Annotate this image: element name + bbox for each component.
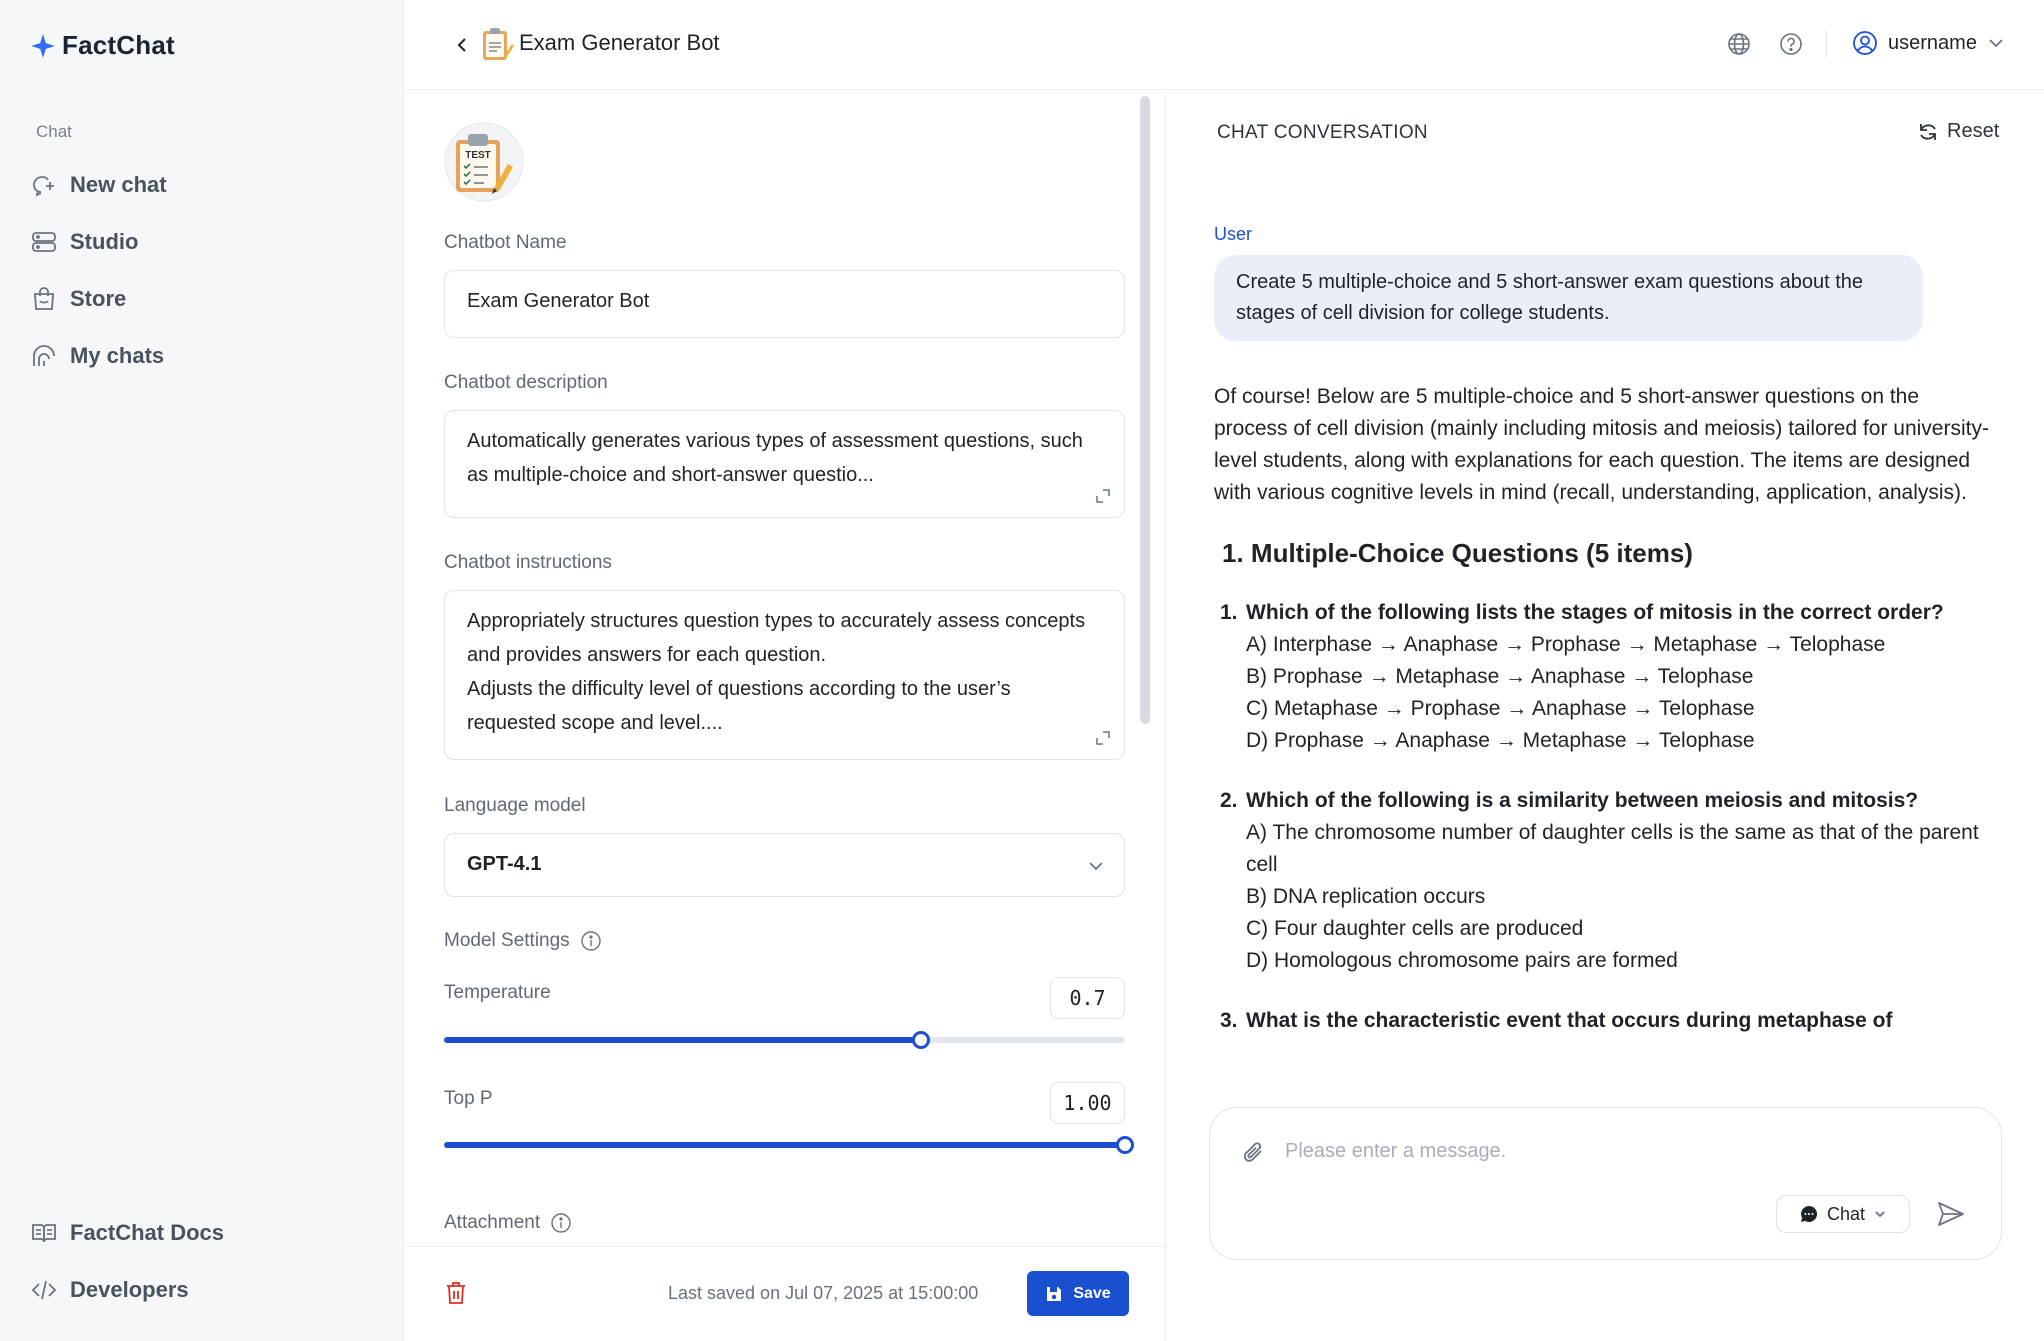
model-settings-label bbox=[444, 930, 602, 952]
chat-mode-select[interactable] bbox=[1776, 1195, 1910, 1233]
reset-button[interactable] bbox=[1917, 120, 1999, 143]
assistant-section-heading: 1. Multiple-Choice Questions (5 items) bbox=[1222, 538, 1693, 568]
code-icon bbox=[30, 1276, 58, 1304]
message-input[interactable] bbox=[1285, 1140, 1935, 1163]
expand-icon[interactable] bbox=[1094, 487, 1112, 505]
top-p-slider[interactable] bbox=[444, 1142, 1125, 1148]
user-role-label: User bbox=[1214, 224, 1253, 244]
chat-bubble-icon bbox=[1799, 1204, 1819, 1224]
chevron-down-icon bbox=[1873, 1207, 1887, 1221]
chevron-down-icon bbox=[1987, 34, 2005, 52]
question-title: Which of the following lists the stages of mitosis in the correct order? bbox=[1246, 601, 1944, 624]
sidebar-item-store[interactable] bbox=[30, 270, 370, 327]
user-message: Create 5 multiple-choice and 5 short-answer exam questions about the stages of cell division for college students. bbox=[1214, 255, 1923, 341]
question-number: 1. bbox=[1220, 601, 1238, 624]
brand-name: FactChat bbox=[62, 30, 175, 60]
sidebar-item-label: Store bbox=[70, 285, 127, 311]
question-item bbox=[1214, 785, 1994, 977]
question-title: What is the characteristic event that occurs during metaphase of bbox=[1246, 1009, 1893, 1032]
question-option: D) Homologous chromosome pairs are formed bbox=[1246, 949, 1678, 972]
refresh-icon bbox=[1917, 121, 1939, 143]
language-model-label: Language model bbox=[444, 795, 586, 816]
expand-icon[interactable] bbox=[1094, 729, 1112, 747]
column-divider bbox=[1165, 91, 1166, 1341]
top-p-slider-thumb[interactable] bbox=[1116, 1136, 1134, 1154]
message-composer bbox=[1209, 1107, 2002, 1260]
avatar-test-text: TEST bbox=[465, 150, 491, 161]
chat-mode-label: Chat bbox=[1826, 1203, 1866, 1224]
logo[interactable] bbox=[30, 30, 175, 61]
temperature-value-input[interactable]: 0.7 bbox=[1050, 977, 1125, 1019]
attachment-text: Attachment bbox=[444, 1212, 541, 1233]
attachment-label bbox=[444, 1212, 572, 1234]
bot-avatar[interactable] bbox=[444, 122, 524, 202]
sidebar-item-label: Studio bbox=[70, 228, 139, 254]
question-item bbox=[1214, 597, 1994, 757]
language-model-select[interactable] bbox=[444, 833, 1125, 897]
chatbot-instructions-label: Chatbot instructions bbox=[444, 552, 612, 573]
temperature-slider-thumb[interactable] bbox=[912, 1031, 930, 1049]
chat-panel-title: CHAT CONVERSATION bbox=[1217, 122, 1428, 143]
top-p-label: Top P bbox=[444, 1088, 493, 1109]
help-icon[interactable] bbox=[1777, 30, 1805, 58]
model-settings-text: Model Settings bbox=[444, 930, 570, 951]
globe-icon[interactable] bbox=[1725, 30, 1753, 58]
docs-icon bbox=[30, 1219, 58, 1247]
chatbot-description-value: Automatically generates various types of assessment questions, such as multiple-choice and short-answer questio... bbox=[467, 430, 1083, 486]
info-icon[interactable] bbox=[550, 1212, 572, 1234]
new-chat-icon bbox=[30, 171, 58, 199]
chatbot-name-input[interactable] bbox=[444, 270, 1125, 338]
user-menu[interactable] bbox=[1852, 30, 2005, 56]
last-saved-status: Last saved on Jul 07, 2025 at 15:00:00 bbox=[668, 1283, 979, 1303]
question-option: A) Interphase → Anaphase → Prophase → Metaphase → Telophase bbox=[1246, 633, 1886, 656]
back-button[interactable] bbox=[448, 30, 478, 60]
sidebar-bottom bbox=[30, 1204, 370, 1318]
temperature-label: Temperature bbox=[444, 982, 551, 1003]
question-option: B) Prophase → Metaphase → Anaphase → Telophase bbox=[1246, 665, 1754, 688]
sidebar-nav bbox=[30, 156, 370, 384]
save-button-label: Save bbox=[1073, 1284, 1111, 1302]
username: username bbox=[1888, 31, 1977, 54]
bot-title: Exam Generator Bot bbox=[519, 30, 720, 55]
question-item bbox=[1214, 1005, 1994, 1037]
chatbot-description-label: Chatbot description bbox=[444, 372, 608, 393]
paperclip-icon[interactable] bbox=[1241, 1139, 1267, 1167]
question-number: 3. bbox=[1220, 1009, 1238, 1032]
studio-icon bbox=[30, 228, 58, 256]
send-icon[interactable] bbox=[1935, 1198, 1967, 1230]
user-avatar-icon bbox=[1852, 30, 1878, 56]
language-model-value: GPT-4.1 bbox=[467, 853, 542, 875]
sidebar-section-label: Chat bbox=[36, 122, 72, 141]
question-title: Which of the following is a similarity between meiosis and mitosis? bbox=[1246, 789, 1919, 812]
sidebar-item-new-chat[interactable] bbox=[30, 156, 370, 213]
top-p-value-input[interactable]: 1.00 bbox=[1050, 1082, 1125, 1124]
info-icon[interactable] bbox=[580, 930, 602, 952]
my-chats-icon bbox=[30, 342, 58, 370]
chevron-left-icon bbox=[454, 36, 472, 54]
chatbot-name-value: Exam Generator Bot bbox=[467, 290, 650, 312]
sidebar-item-my-chats[interactable] bbox=[30, 327, 370, 384]
sidebar-item-developers[interactable] bbox=[30, 1261, 370, 1318]
sidebar bbox=[0, 0, 404, 1341]
sidebar-item-label: My chats bbox=[70, 342, 165, 368]
chat-messages bbox=[1214, 224, 1994, 1100]
question-option: A) The chromosome number of daughter cells is the same as that of the parent cell bbox=[1246, 821, 1979, 876]
sidebar-item-label: New chat bbox=[70, 171, 167, 197]
question-option: C) Metaphase → Prophase → Anaphase → Telophase bbox=[1246, 697, 1755, 720]
temperature-slider-fill bbox=[444, 1037, 921, 1043]
sidebar-item-docs[interactable] bbox=[30, 1204, 370, 1261]
assistant-intro: Of course! Below are 5 multiple-choice and 5 short-answer questions on the process of cell division (mainly including mitosis and meiosis) tailored for university-level students, along with explanations for each question. The items are designed with various cognitive levels in mind (recall, understanding, application, analysis). bbox=[1214, 385, 1989, 504]
header-divider bbox=[1826, 30, 1827, 58]
save-button[interactable] bbox=[1027, 1271, 1129, 1316]
floppy-icon bbox=[1045, 1285, 1063, 1303]
sidebar-item-label: FactChat Docs bbox=[70, 1219, 225, 1245]
form-scrollbar[interactable] bbox=[1140, 96, 1150, 724]
chatbot-instructions-textarea[interactable] bbox=[444, 590, 1125, 760]
assistant-message bbox=[1214, 381, 1994, 1037]
chatbot-name-label: Chatbot Name bbox=[444, 232, 567, 253]
trash-icon[interactable] bbox=[444, 1280, 468, 1306]
question-option: D) Prophase → Anaphase → Metaphase → Telophase bbox=[1246, 729, 1755, 752]
chatbot-instructions-line: Adjusts the difficulty level of questions according to the user’s requested scope and level.... bbox=[467, 678, 1011, 734]
reset-label: Reset bbox=[1947, 120, 2000, 142]
question-number: 2. bbox=[1220, 789, 1238, 812]
top-p-slider-fill bbox=[444, 1142, 1125, 1148]
chevron-down-icon bbox=[1086, 856, 1106, 876]
temperature-slider[interactable] bbox=[444, 1037, 1125, 1043]
sidebar-item-studio[interactable] bbox=[30, 213, 370, 270]
exam-bot-small-icon bbox=[480, 26, 514, 62]
chatbot-instructions-line: Appropriately structures question types to accurately assess concepts and provides answers for each question. bbox=[467, 610, 1086, 666]
question-option: C) Four daughter cells are produced bbox=[1246, 917, 1584, 940]
sidebar-item-label: Developers bbox=[70, 1276, 189, 1302]
question-option: B) DNA replication occurs bbox=[1246, 885, 1486, 908]
chatbot-description-textarea[interactable] bbox=[444, 410, 1125, 518]
sparkle-logo-icon bbox=[30, 33, 56, 59]
store-icon bbox=[30, 285, 58, 313]
